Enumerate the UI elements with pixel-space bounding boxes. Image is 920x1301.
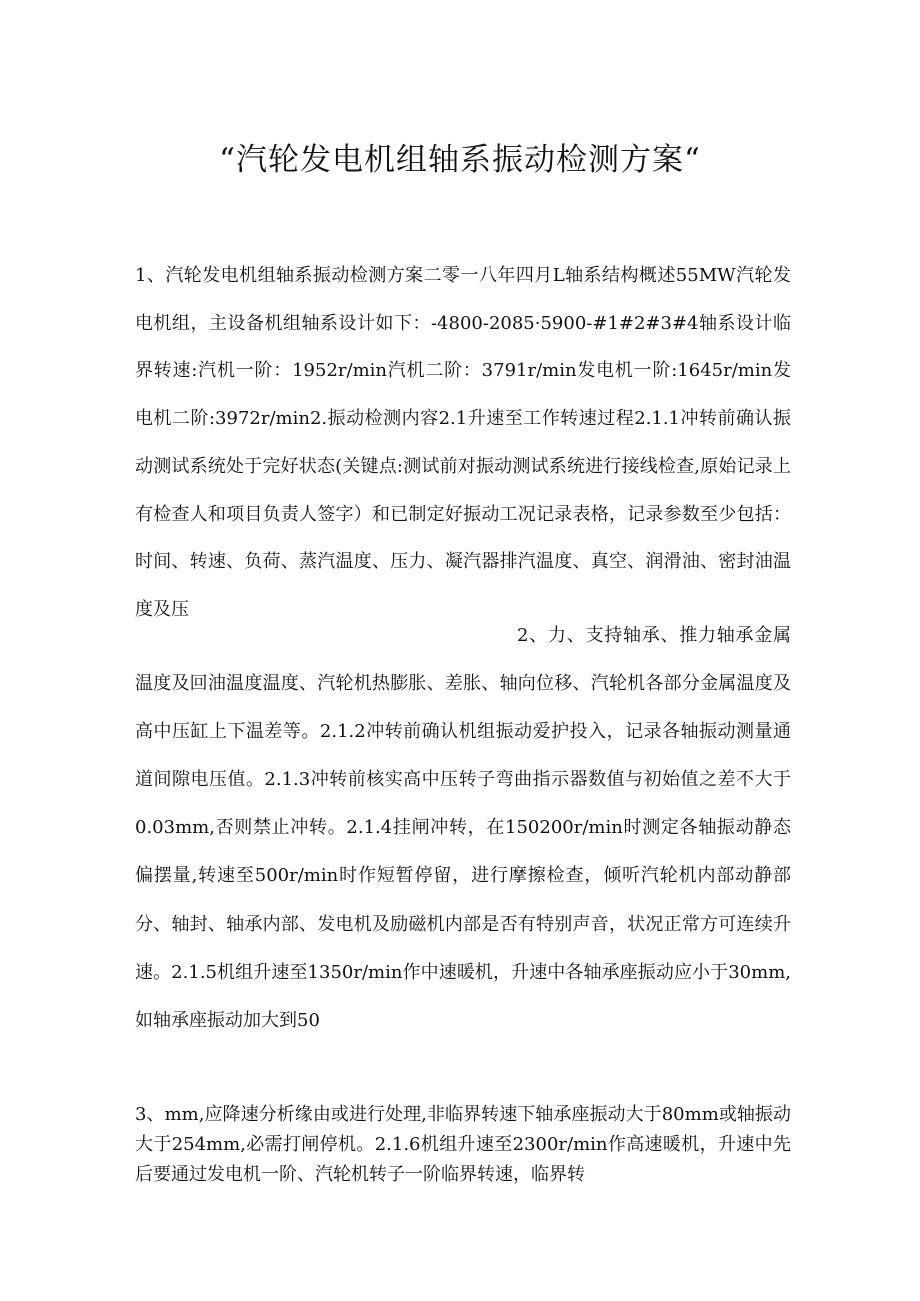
- paragraph-3: 3、mm,应降速分析缘由或进行处理,非临界转速下轴承座振动大于80mm或轴振动大于254mm,必需打闸停机。2.1.6机组升速至2300r/min作高速暖机，升速中先后要通过发电机一阶、汽轮机转子一阶临界转速，临界转: [135, 1104, 791, 1185]
- paragraph-2: 2、力、支持轴承、推力轴承金属温度及回油温度温度、汽轮机热膨胀、差胀、轴向位移、汽轮机各部分金属温度及高中压缸上下温差等。2.1.2冲转前确认机组振动爱护投入，记录各轴振动测量通道间隙电压值。2.1.3冲转前核实高中压转子弯曲指示器数值与初始值之差不大于0.03mm,否则禁止冲转。2.1.4挂闸冲转，在150200r/min时测定各轴振动静态偏摆量,转速至500r/min时作短暂停留，进行摩擦检查，倾听汽轮机内部动静部分、轴封、轴承内部、发电机及励磁机内部是否有特别声音，状况正常方可连续升速。2.1.5机组升速至1350r/min作中速暖机，升速中各轴承座振动应小于30mm,如轴承座振动加大到50: [135, 625, 791, 1031]
- document-title: “汽轮发电机组轴系振动检测方案“: [219, 142, 701, 178]
- paragraph-1: 1、汽轮发电机组轴系振动检测方案二零一八年四月L轴系结构概述55MW汽轮发电机组，主设备机组轴系设计如下：-4800-2085·5900-#1#2#3#4轴系设计临界转速:汽机一阶：1952r/min汽机二阶：3791r/min发电机一阶:1645r/min发电机二阶:3972r/min2.振动检测内容2.1升速至工作转速过程2.1.1冲转前确认振动测试系统处于完好状态(关键点:测试前对振动测试系统进行接线检查,原始记录上有检查人和项目负责人签字）和已制定好振动工况记录表格，记录参数至少包括：时间、转速、负荷、蒸汽温度、压力、凝汽器排汽温度、真空、润滑油、密封油温度及压: [135, 265, 791, 620]
